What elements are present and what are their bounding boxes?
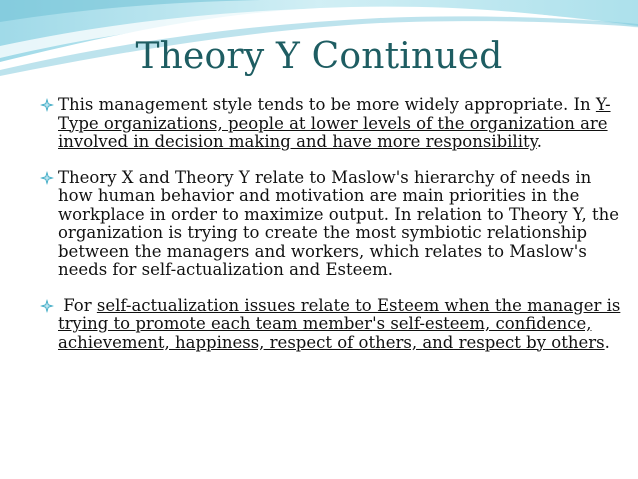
bullet-text — [58, 296, 620, 352]
diamond-bullet-icon — [40, 171, 54, 185]
bullet-text-segment: This management style tends to be more widely appropriate. In — [58, 95, 596, 114]
bullet-underlined-segment: Y-Type organizations, people at lower levels of the organization are involved in decision making and have more responsibility — [58, 95, 611, 151]
bullet-text — [58, 168, 619, 280]
bullet-item — [40, 169, 625, 280]
bullet-text-segment: . — [604, 332, 610, 352]
bullet-item — [40, 297, 625, 353]
bullet-list — [40, 96, 625, 352]
bullet-underlined-segment: self-actualization issues relate to Esteem when the manager is trying to promote each team member's self-esteem, confidence, achievement, happiness, respect of others, and respect by others — [58, 295, 621, 352]
bullet-item — [40, 96, 625, 152]
slide-title: Theory Y Continued — [135, 36, 503, 77]
bullet-text — [58, 95, 611, 151]
bullet-text-segment: Theory X and Theory Y relate to Maslow's hierarchy of needs in how human behavior and motivation are main priorities in the workplace in order to maximize output. In relation to Theory Y, the organization is trying to create the most symbiotic relationship between the managers and workers, which relates to Maslow's needs for self-actualization and Esteem. — [58, 167, 620, 279]
diamond-bullet-icon — [40, 98, 54, 112]
bullet-text-segment: . — [536, 132, 542, 151]
diamond-bullet-icon — [40, 299, 54, 313]
bullet-text-segment: For — [58, 295, 97, 315]
